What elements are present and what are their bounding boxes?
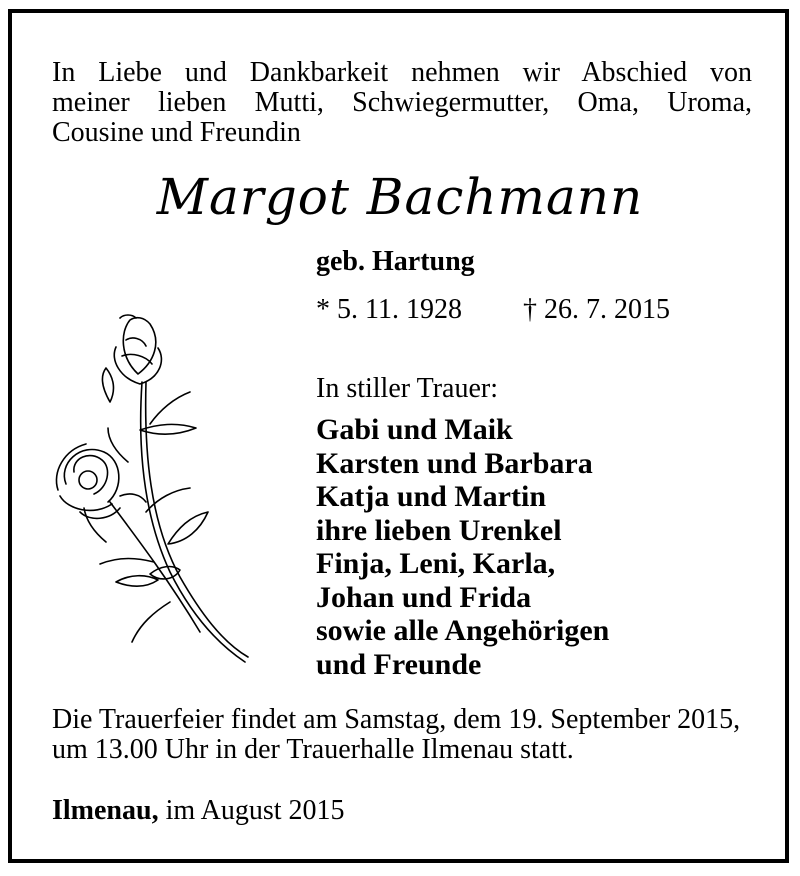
- mourner-line: Gabi und Maik: [316, 413, 513, 446]
- mourner-line: Johan und Frida: [316, 580, 532, 614]
- mourner-line: und Freunde: [316, 647, 482, 681]
- intro-line: meiner lieben Mutti, Schwiegermutter, Oma, Uroma,: [52, 87, 752, 118]
- mourner-line: ihre lieben Urenkel: [316, 513, 562, 547]
- birth-date: * 5. 11. 1928: [316, 294, 462, 325]
- mourner-line: sowie alle Angehörigen: [316, 614, 610, 647]
- funeral-line: Die Trauerfeier findet am Samstag, dem 19. September 2015,: [52, 704, 741, 735]
- mourner-line: Finja, Leni, Karla,: [316, 547, 556, 580]
- death-date: † 26. 7. 2015: [523, 294, 670, 325]
- intro-line: Cousine und Freundin: [52, 117, 301, 148]
- place-name: Ilmenau,: [52, 795, 159, 826]
- deceased-name: Margot Bachmann: [156, 168, 644, 226]
- mourners-list: [316, 413, 609, 681]
- funeral-line: um 13.00 Uhr in der Trauerhalle Ilmenau statt.: [52, 734, 574, 765]
- notice-date: im August 2015: [165, 795, 345, 826]
- mourner-line: Katja und Martin: [316, 480, 547, 513]
- mourning-label: In stiller Trauer:: [316, 373, 498, 404]
- funeral-info: [52, 705, 740, 765]
- intro-line: In Liebe und Dankbarkeit nehmen wir Abschied von: [52, 57, 752, 88]
- maiden-name: geb. Hartung: [316, 246, 475, 277]
- intro-text: [52, 58, 752, 148]
- mourner-line: Karsten und Barbara: [316, 446, 593, 480]
- place-date: [52, 795, 345, 827]
- rose-drawing-icon: [50, 312, 255, 664]
